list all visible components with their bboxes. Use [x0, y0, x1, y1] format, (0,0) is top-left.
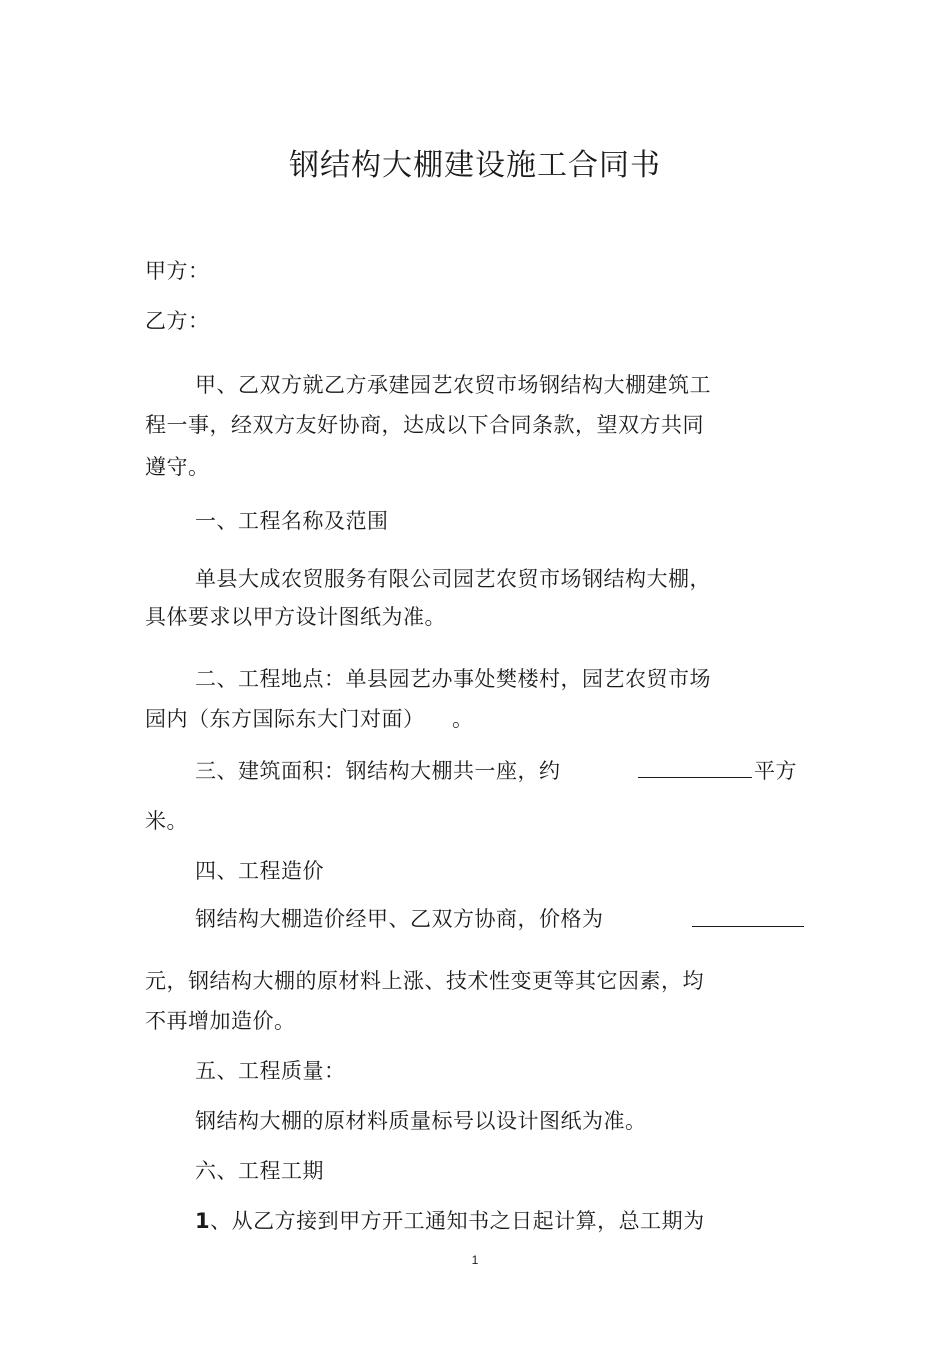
- section-5-line-1: 钢结构大棚的原材料质量标号以设计图纸为准。: [195, 1109, 647, 1133]
- intro-line-1: 甲、乙双方就乙方承建园艺农贸市场钢结构大棚建筑工: [195, 373, 711, 397]
- section-1-line-1: 单县大成农贸服务有限公司园艺农贸市场钢结构大棚，: [195, 567, 711, 591]
- section-3-unit: 平方: [754, 759, 797, 783]
- section-1-heading: 一、工程名称及范围: [195, 509, 389, 533]
- intro-line-2: 程一事，经双方友好协商，达成以下合同条款，望双方共同: [145, 413, 704, 437]
- section-4-line-3: 不再增加造价。: [145, 1009, 296, 1033]
- section-2-period: 。: [452, 707, 474, 731]
- party-a-label: 甲方：: [145, 259, 210, 283]
- section-4-line-2: 元，钢结构大棚的原材料上涨、技术性变更等其它因素，均: [145, 969, 704, 993]
- page-number: 1: [471, 1253, 479, 1267]
- section-6-item-1-text: 、从乙方接到甲方开工通知书之日起计算，总工期为: [210, 1209, 705, 1233]
- party-b-label: 乙方：: [145, 309, 210, 333]
- section-2-line-2: 园内（东方国际东大门对面）: [145, 707, 425, 731]
- section-3-line-2: 米。: [145, 809, 188, 833]
- section-6-item-1: [195, 1205, 705, 1235]
- document-title: 钢结构大棚建设施工合同书: [289, 148, 661, 183]
- area-blank-line: [638, 777, 752, 778]
- section-6-item-1-number: 1: [195, 1209, 211, 1233]
- section-5-heading: 五、工程质量：: [195, 1059, 346, 1083]
- section-4-heading: 四、工程造价: [195, 859, 324, 883]
- section-6-heading: 六、工程工期: [195, 1159, 324, 1183]
- section-4-line-1: 钢结构大棚造价经甲、乙双方协商，价格为: [195, 907, 604, 931]
- price-blank-line: [692, 926, 804, 927]
- intro-line-3: 遵守。: [145, 455, 210, 479]
- section-3-line-1: 三、建筑面积：钢结构大棚共一座，约: [195, 759, 561, 783]
- section-1-line-2: 具体要求以甲方设计图纸为准。: [145, 605, 446, 629]
- section-2-line-1: 二、工程地点：单县园艺办事处樊楼村，园艺农贸市场: [195, 667, 711, 691]
